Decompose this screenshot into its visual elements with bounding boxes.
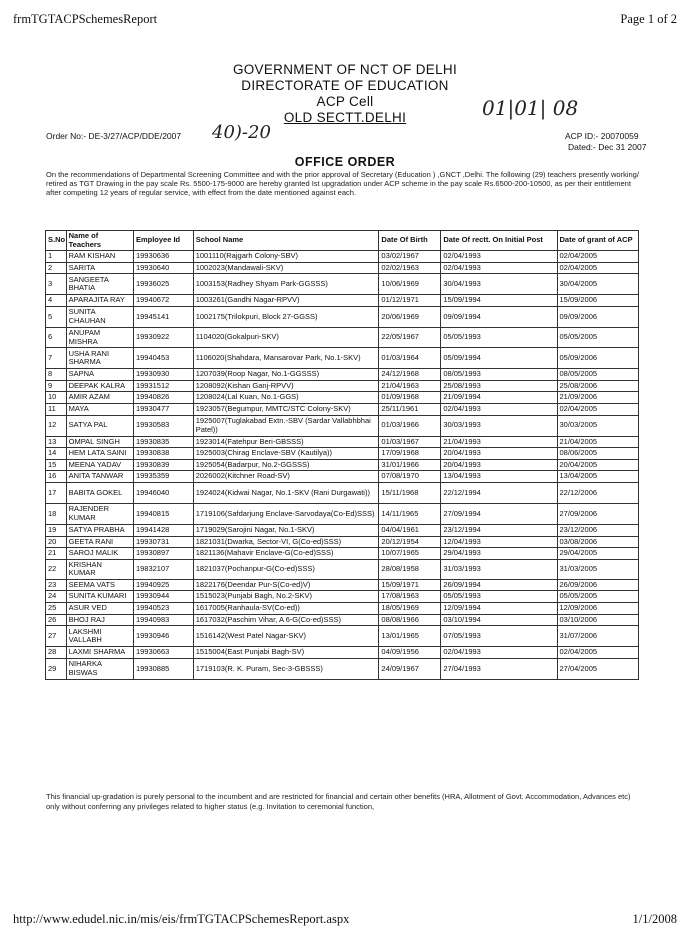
cell-school: 1617005(Ranhaula-SV(Co-ed)) xyxy=(193,603,379,615)
cell-recruitment-date: 30/03/1993 xyxy=(441,415,557,436)
cell-dob: 17/09/1968 xyxy=(379,448,441,460)
cell-acp-date: 12/09/2006 xyxy=(557,603,638,615)
cell-name: NIHARKA BISWAS xyxy=(66,658,133,679)
cell-employee-id: 19930839 xyxy=(133,459,193,471)
cell-dob: 15/09/1971 xyxy=(379,579,441,591)
table-row xyxy=(46,295,639,307)
cell-dob: 10/06/1969 xyxy=(379,274,441,295)
cell-name: KRISHAN KUMAR xyxy=(66,559,133,579)
cell-employee-id: 19930838 xyxy=(133,448,193,460)
cell-sno: 28 xyxy=(46,647,67,659)
acp-id: ACP ID:- 20070059 xyxy=(565,131,639,141)
cell-name: SATYA PRABHA xyxy=(66,524,133,536)
table-row xyxy=(46,392,639,404)
cell-employee-id: 19832107 xyxy=(133,559,193,579)
cell-employee-id: 19930930 xyxy=(133,369,193,381)
cell-dob: 20/12/1954 xyxy=(379,536,441,548)
cell-dob: 24/09/1967 xyxy=(379,658,441,679)
cell-school: 1001110(Rajgarh Colony-SBV) xyxy=(193,251,379,263)
cell-acp-date: 09/09/2006 xyxy=(557,306,638,327)
cell-sno: 3 xyxy=(46,274,67,295)
handwritten-date: 01|01| 08 xyxy=(482,96,579,120)
cell-recruitment-date: 12/04/1993 xyxy=(441,536,557,548)
cell-acp-date: 21/04/2005 xyxy=(557,436,638,448)
cell-recruitment-date: 31/03/1993 xyxy=(441,559,557,579)
cell-sno: 11 xyxy=(46,403,67,415)
cell-school: 1002023(Mandawali-SKV) xyxy=(193,262,379,274)
teachers-table xyxy=(45,230,639,680)
letterhead-line-3: ACP Cell xyxy=(316,94,374,109)
cell-name: AMIR AZAM xyxy=(66,392,133,404)
cell-recruitment-date: 05/05/1993 xyxy=(441,327,557,347)
cell-acp-date: 27/04/2005 xyxy=(557,658,638,679)
cell-employee-id: 19930835 xyxy=(133,436,193,448)
cell-name: BHOJ RAJ xyxy=(66,614,133,626)
cell-dob: 24/12/1968 xyxy=(379,369,441,381)
letterhead xyxy=(0,62,690,126)
table-row xyxy=(46,626,639,647)
cell-recruitment-date: 21/09/1994 xyxy=(441,392,557,404)
table-row xyxy=(46,548,639,560)
cell-school: 1924024(Kidwai Nagar, No.1-SKV (Rani Durgawati)) xyxy=(193,482,379,503)
cell-school: 1719029(Sarojini Nagar, No.1-SKV) xyxy=(193,524,379,536)
table-row xyxy=(46,380,639,392)
cell-sno: 16 xyxy=(46,471,67,483)
footer-paragraph: This financial up-gradation is purely personal to the incumbent and are restricted for financial and certain other benefits (HRA, Allotment of Govt. Accommodation, Advances etc) only without conferring any privileges related to higher status (e.g. Invitation to ceremonial function, xyxy=(46,792,631,811)
cell-name: BABITA GOKEL xyxy=(66,482,133,503)
letterhead-line-1: GOVERNMENT OF NCT OF DELHI xyxy=(232,62,458,77)
letterhead-line-2: DIRECTORATE OF EDUCATION xyxy=(241,78,449,93)
cell-name: SUNITA CHAUHAN xyxy=(66,306,133,327)
cell-employee-id: 19941428 xyxy=(133,524,193,536)
cell-name: RAJENDER KUMAR xyxy=(66,503,133,524)
cell-school: 1003261(Gandhi Nagar-RPVV) xyxy=(193,295,379,307)
cell-employee-id: 19940453 xyxy=(133,348,193,369)
cell-dob: 01/03/1967 xyxy=(379,436,441,448)
cell-sno: 29 xyxy=(46,658,67,679)
cell-recruitment-date: 07/05/1993 xyxy=(441,626,557,647)
cell-name: APARAJITA RAY xyxy=(66,295,133,307)
table-row xyxy=(46,471,639,483)
cell-name: ANITA TANWAR xyxy=(66,471,133,483)
cell-sno: 10 xyxy=(46,392,67,404)
cell-school: 2026002(Kitchner Road-SV) xyxy=(193,471,379,483)
cell-recruitment-date: 29/04/1993 xyxy=(441,548,557,560)
cell-school: 1208092(Kishan Ganj-RPVV) xyxy=(193,380,379,392)
col-header-sno: S.No xyxy=(46,231,67,251)
cell-name: USHA RANI SHARMA xyxy=(66,348,133,369)
cell-acp-date: 27/09/2006 xyxy=(557,503,638,524)
cell-sno: 4 xyxy=(46,295,67,307)
cell-name: DEEPAK KALRA xyxy=(66,380,133,392)
table-row xyxy=(46,482,639,503)
cell-employee-id: 19940815 xyxy=(133,503,193,524)
cell-sno: 26 xyxy=(46,614,67,626)
cell-recruitment-date: 27/04/1993 xyxy=(441,658,557,679)
cell-sno: 21 xyxy=(46,548,67,560)
cell-sno: 8 xyxy=(46,369,67,381)
cell-school: 1925007(Tuglakabad Extn.-SBV (Sardar Vallabhbhai Patel)) xyxy=(193,415,379,436)
cell-employee-id: 19945141 xyxy=(133,306,193,327)
cell-recruitment-date: 22/12/1994 xyxy=(441,482,557,503)
cell-school: 1207039(Roop Nagar, No.1-GGSSS) xyxy=(193,369,379,381)
cell-employee-id: 19940983 xyxy=(133,614,193,626)
cell-recruitment-date: 02/04/1993 xyxy=(441,403,557,415)
cell-sno: 19 xyxy=(46,524,67,536)
cell-dob: 01/03/1966 xyxy=(379,415,441,436)
table-row xyxy=(46,306,639,327)
cell-employee-id: 19935359 xyxy=(133,471,193,483)
table-row xyxy=(46,251,639,263)
cell-recruitment-date: 25/08/1993 xyxy=(441,380,557,392)
cell-employee-id: 19930636 xyxy=(133,251,193,263)
cell-recruitment-date: 30/04/1993 xyxy=(441,274,557,295)
cell-name: ASUR VED xyxy=(66,603,133,615)
cell-acp-date: 22/12/2006 xyxy=(557,482,638,503)
cell-acp-date: 20/04/2005 xyxy=(557,459,638,471)
cell-sno: 9 xyxy=(46,380,67,392)
cell-recruitment-date: 23/12/1994 xyxy=(441,524,557,536)
cell-employee-id: 19946040 xyxy=(133,482,193,503)
table-row xyxy=(46,448,639,460)
cell-acp-date: 26/09/2006 xyxy=(557,579,638,591)
cell-name: SATYA PAL xyxy=(66,415,133,436)
cell-sno: 23 xyxy=(46,579,67,591)
cell-school: 1719103(R. K. Puram, Sec-3-GBSSS) xyxy=(193,658,379,679)
cell-name: GEETA RANI xyxy=(66,536,133,548)
cell-employee-id: 19930477 xyxy=(133,403,193,415)
table-row xyxy=(46,262,639,274)
cell-name: MAYA xyxy=(66,403,133,415)
cell-dob: 08/08/1966 xyxy=(379,614,441,626)
col-header-dob: Date Of Birth xyxy=(379,231,441,251)
handwritten-number: 40)-20 xyxy=(212,122,271,143)
cell-employee-id: 19940672 xyxy=(133,295,193,307)
cell-school: 1515023(Punjabi Bagh, No.2-SKV) xyxy=(193,591,379,603)
cell-name: SARITA xyxy=(66,262,133,274)
cell-acp-date: 29/04/2005 xyxy=(557,548,638,560)
cell-employee-id: 19936025 xyxy=(133,274,193,295)
cell-school: 1106020(Shahdara, Mansarovar Park, No.1-SKV) xyxy=(193,348,379,369)
cell-dob: 18/05/1969 xyxy=(379,603,441,615)
cell-recruitment-date: 21/04/1993 xyxy=(441,436,557,448)
print-header-page: Page 1 of 2 xyxy=(620,12,677,26)
cell-acp-date: 03/08/2006 xyxy=(557,536,638,548)
cell-recruitment-date: 02/04/1993 xyxy=(441,251,557,263)
cell-dob: 31/01/1966 xyxy=(379,459,441,471)
cell-school: 1822176(Deendar Pur-S(Co-ed)V) xyxy=(193,579,379,591)
cell-employee-id: 19930897 xyxy=(133,548,193,560)
cell-sno: 1 xyxy=(46,251,67,263)
cell-acp-date: 05/09/2006 xyxy=(557,348,638,369)
cell-school: 1923057(Begumpur, MMTC/STC Colony-SKV) xyxy=(193,403,379,415)
cell-employee-id: 19930731 xyxy=(133,536,193,548)
cell-acp-date: 21/09/2006 xyxy=(557,392,638,404)
cell-acp-date: 08/05/2005 xyxy=(557,369,638,381)
cell-dob: 01/12/1971 xyxy=(379,295,441,307)
cell-employee-id: 19931512 xyxy=(133,380,193,392)
cell-recruitment-date: 05/05/1993 xyxy=(441,591,557,603)
cell-name: MEENA YADAV xyxy=(66,459,133,471)
cell-employee-id: 19930922 xyxy=(133,327,193,347)
cell-sno: 12 xyxy=(46,415,67,436)
cell-acp-date: 05/05/2005 xyxy=(557,327,638,347)
cell-employee-id: 19930640 xyxy=(133,262,193,274)
cell-name: RAM KISHAN xyxy=(66,251,133,263)
print-header-title: frmTGTACPSchemesReport xyxy=(13,12,158,26)
cell-name: SEEMA VATS xyxy=(66,579,133,591)
cell-school: 1821031(Dwarka, Sector-VI, G(Co-ed)SSS) xyxy=(193,536,379,548)
cell-employee-id: 19940925 xyxy=(133,579,193,591)
cell-sno: 14 xyxy=(46,448,67,460)
col-header-employee-id: Employee Id xyxy=(133,231,193,251)
cell-sno: 17 xyxy=(46,482,67,503)
cell-dob: 04/09/1956 xyxy=(379,647,441,659)
cell-acp-date: 02/04/2005 xyxy=(557,403,638,415)
cell-recruitment-date: 02/04/1993 xyxy=(441,647,557,659)
cell-acp-date: 05/05/2005 xyxy=(557,591,638,603)
cell-acp-date: 31/07/2006 xyxy=(557,626,638,647)
cell-school: 1617032(Paschim Vihar, A 6-G(Co-ed)SSS) xyxy=(193,614,379,626)
cell-dob: 01/09/1968 xyxy=(379,392,441,404)
table-row xyxy=(46,579,639,591)
cell-dob: 10/07/1965 xyxy=(379,548,441,560)
cell-dob: 20/06/1969 xyxy=(379,306,441,327)
cell-school: 1925054(Badarpur, No.2-GGSSS) xyxy=(193,459,379,471)
cell-name: ANUPAM MISHRA xyxy=(66,327,133,347)
cell-dob: 15/11/1968 xyxy=(379,482,441,503)
cell-sno: 2 xyxy=(46,262,67,274)
cell-recruitment-date: 15/09/1994 xyxy=(441,295,557,307)
cell-name: OMPAL SINGH xyxy=(66,436,133,448)
cell-recruitment-date: 20/04/1993 xyxy=(441,448,557,460)
cell-dob: 02/02/1963 xyxy=(379,262,441,274)
print-footer-url: http://www.edudel.nic.in/mis/eis/frmTGTACPSchemesReport.aspx xyxy=(13,912,350,926)
cell-sno: 15 xyxy=(46,459,67,471)
cell-dob: 13/01/1965 xyxy=(379,626,441,647)
cell-sno: 18 xyxy=(46,503,67,524)
table-row xyxy=(46,274,639,295)
cell-recruitment-date: 03/10/1994 xyxy=(441,614,557,626)
table-row xyxy=(46,559,639,579)
table-row xyxy=(46,459,639,471)
cell-dob: 03/02/1967 xyxy=(379,251,441,263)
cell-acp-date: 30/04/2005 xyxy=(557,274,638,295)
cell-employee-id: 19930583 xyxy=(133,415,193,436)
cell-school: 1923014(Fatehpur Beri-GBSSS) xyxy=(193,436,379,448)
col-header-acp-date: Date of grant of ACP xyxy=(557,231,638,251)
cell-recruitment-date: 12/09/1994 xyxy=(441,603,557,615)
table-header-row xyxy=(46,231,639,251)
cell-recruitment-date: 27/09/1994 xyxy=(441,503,557,524)
cell-name: SAPNA xyxy=(66,369,133,381)
cell-dob: 28/08/1958 xyxy=(379,559,441,579)
cell-recruitment-date: 02/04/1993 xyxy=(441,262,557,274)
cell-sno: 5 xyxy=(46,306,67,327)
cell-acp-date: 25/08/2006 xyxy=(557,380,638,392)
cell-name: LAKSHMI VALLABH xyxy=(66,626,133,647)
table-row xyxy=(46,369,639,381)
cell-employee-id: 19940523 xyxy=(133,603,193,615)
cell-name: SAROJ MALIK xyxy=(66,548,133,560)
table-row xyxy=(46,503,639,524)
cell-sno: 13 xyxy=(46,436,67,448)
print-footer-date: 1/1/2008 xyxy=(632,912,677,926)
cell-acp-date: 08/06/2005 xyxy=(557,448,638,460)
cell-sno: 6 xyxy=(46,327,67,347)
cell-name: HEM LATA SAINI xyxy=(66,448,133,460)
cell-sno: 20 xyxy=(46,536,67,548)
cell-acp-date: 30/03/2005 xyxy=(557,415,638,436)
cell-school: 1719106(Safdarjung Enclave-Sarvodaya(Co-Ed)SSS) xyxy=(193,503,379,524)
cell-recruitment-date: 26/09/1994 xyxy=(441,579,557,591)
cell-dob: 22/05/1967 xyxy=(379,327,441,347)
cell-school: 1821136(Mahavir Enclave-G(Co-ed)SSS) xyxy=(193,548,379,560)
cell-acp-date: 31/03/2005 xyxy=(557,559,638,579)
cell-dob: 14/11/1965 xyxy=(379,503,441,524)
cell-name: LAXMI SHARMA xyxy=(66,647,133,659)
cell-acp-date: 02/04/2005 xyxy=(557,251,638,263)
table-row xyxy=(46,536,639,548)
cell-employee-id: 19930885 xyxy=(133,658,193,679)
col-header-school: School Name xyxy=(193,231,379,251)
cell-sno: 27 xyxy=(46,626,67,647)
cell-school: 1925003(Chirag Enclave-SBV (Kautilya)) xyxy=(193,448,379,460)
table-row xyxy=(46,614,639,626)
cell-employee-id: 19940826 xyxy=(133,392,193,404)
table-row xyxy=(46,658,639,679)
table-row xyxy=(46,647,639,659)
cell-name: SANGEETA BHATIA xyxy=(66,274,133,295)
table-row xyxy=(46,327,639,347)
cell-acp-date: 15/09/2006 xyxy=(557,295,638,307)
cell-school: 1208024(Lal Kuan, No.1-GGS) xyxy=(193,392,379,404)
cell-school: 1515004(East Punjabi Bagh-SV) xyxy=(193,647,379,659)
cell-dob: 25/11/1961 xyxy=(379,403,441,415)
cell-acp-date: 02/04/2005 xyxy=(557,647,638,659)
cell-dob: 21/04/1963 xyxy=(379,380,441,392)
table-row xyxy=(46,591,639,603)
table-row xyxy=(46,436,639,448)
cell-recruitment-date: 08/05/1993 xyxy=(441,369,557,381)
cell-sno: 24 xyxy=(46,591,67,603)
cell-school: 1104020(Gokalpuri-SKV) xyxy=(193,327,379,347)
office-order-title: OFFICE ORDER xyxy=(294,155,396,169)
cell-employee-id: 19930946 xyxy=(133,626,193,647)
table-row xyxy=(46,348,639,369)
col-header-name: Name of Teachers xyxy=(66,231,133,251)
table-row xyxy=(46,403,639,415)
cell-school: 1002175(Trilokpuri, Block 27-GGSS) xyxy=(193,306,379,327)
cell-sno: 22 xyxy=(46,559,67,579)
table-row xyxy=(46,524,639,536)
order-number: Order No:- DE-3/27/ACP/DDE/2007 xyxy=(46,131,182,141)
cell-school: 1516142(West Patel Nagar-SKV) xyxy=(193,626,379,647)
cell-dob: 17/08/1963 xyxy=(379,591,441,603)
cell-sno: 25 xyxy=(46,603,67,615)
intro-paragraph: On the recommendations of Departmental Screening Committee and with the prior approval of Secretary (Education ) ,GNCT ,Delhi. The following (29) teachers presently working/ retired as TGT Drawing in the pay scale Rs. 5500-175-9000 are hereby granted Ist upgradation under ACP scheme in the pay scale Rs.6500-200-10500, as per their entitlement after competing 12 years of regular service, with effect from the date mentioned against each. xyxy=(46,170,639,198)
cell-school: 1821037(Pochanpur-G(Co-ed)SSS) xyxy=(193,559,379,579)
cell-name: SUNITA KUMARI xyxy=(66,591,133,603)
dated: Dated:- Dec 31 2007 xyxy=(568,142,647,152)
table-row xyxy=(46,415,639,436)
cell-dob: 04/04/1961 xyxy=(379,524,441,536)
letterhead-line-4: OLD SECTT.DELHI xyxy=(283,110,407,125)
cell-acp-date: 23/12/2006 xyxy=(557,524,638,536)
cell-acp-date: 03/10/2006 xyxy=(557,614,638,626)
cell-dob: 01/03/1964 xyxy=(379,348,441,369)
cell-sno: 7 xyxy=(46,348,67,369)
cell-acp-date: 02/04/2005 xyxy=(557,262,638,274)
cell-dob: 07/08/1970 xyxy=(379,471,441,483)
cell-employee-id: 19930663 xyxy=(133,647,193,659)
cell-employee-id: 19930944 xyxy=(133,591,193,603)
cell-school: 1003153(Radhey Shyam Park-GGSSS) xyxy=(193,274,379,295)
cell-recruitment-date: 13/04/1993 xyxy=(441,471,557,483)
cell-acp-date: 13/04/2005 xyxy=(557,471,638,483)
cell-recruitment-date: 05/09/1994 xyxy=(441,348,557,369)
cell-recruitment-date: 09/09/1994 xyxy=(441,306,557,327)
cell-recruitment-date: 20/04/1993 xyxy=(441,459,557,471)
col-header-recruitment-date: Date Of rectt. On Initial Post xyxy=(441,231,557,251)
table-row xyxy=(46,603,639,615)
